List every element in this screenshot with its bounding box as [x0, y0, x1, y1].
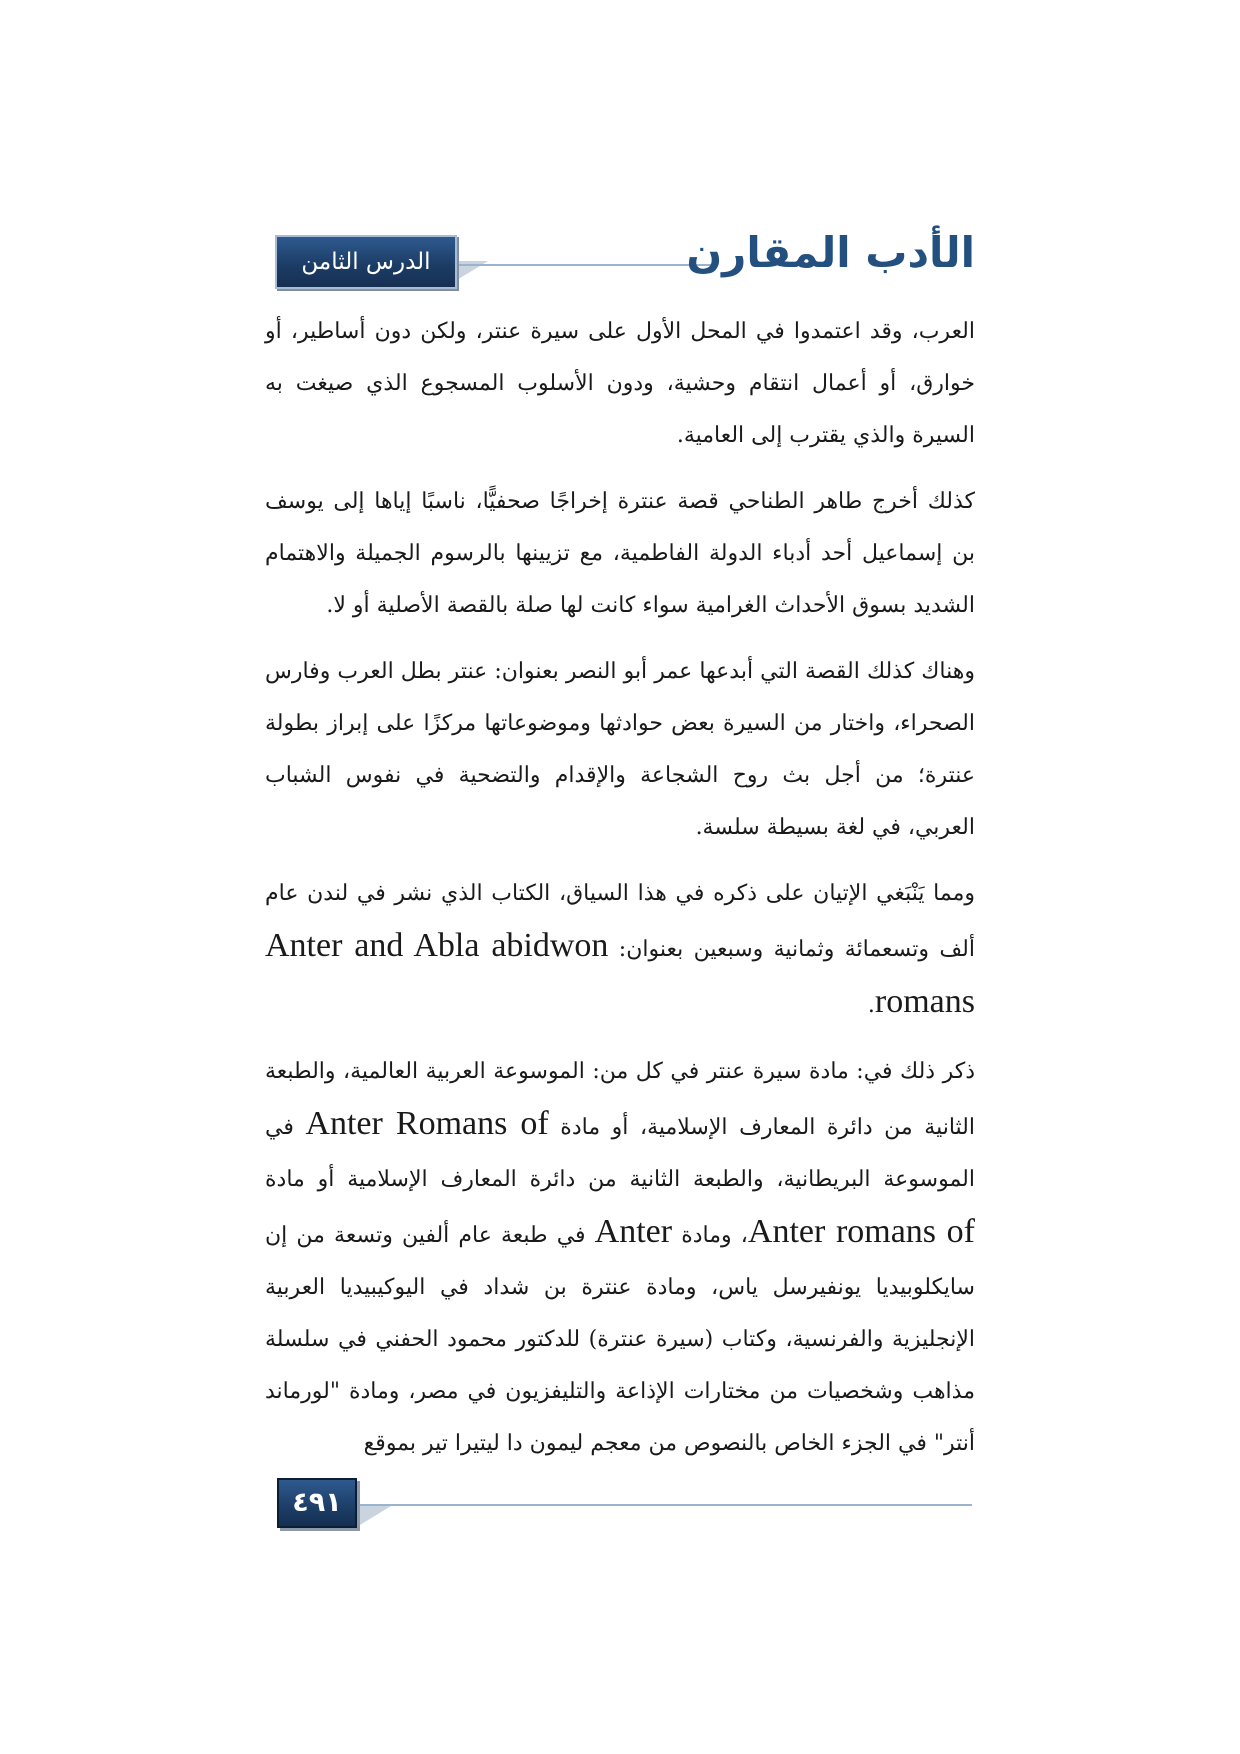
paragraph-5-text-3: ، ومادة: [672, 1223, 748, 1248]
paragraph-5-text-2: في الموسوعة البريطانية، والطبعة الثانية من دائرة المعارف الإسلامية أو مادة: [265, 1115, 975, 1192]
paragraph-5: [265, 1046, 975, 1470]
lesson-badge: الدرس الثامن عشر: [275, 235, 457, 289]
header-divider: [455, 264, 715, 266]
paragraph-4: [265, 868, 975, 1032]
footer-shade-decoration: [355, 1506, 391, 1528]
paragraph-5-text-1: ذكر ذلك في: مادة سيرة عنتر في كل من: الموسوعة العربية العالمية، والطبعة الثانية من دائرة المعارف الإسلامية، أو مادة: [265, 1059, 975, 1140]
footer-divider: [358, 1504, 972, 1506]
paragraph-5-text-4: في طبعة عام ألفين وتسعة من إن سايكلوبيديا يونفيرسل ياس، ومادة عنترة بن شداد في اليوكيبيديا العربية الإنجليزية والفرنسية، وكتاب (سيرة عنترة) للدكتور محمود الحفني في سلسلة مذاهب وشخصيات من مختارات الإذاعة والتليفزيون في مصر، ومادة "لورماند أنتر" في الجزء الخاص بالنصوص من معجم ليمون دا ليتيرا تير بموقع: [265, 1223, 975, 1456]
paragraph-4-end: .: [867, 993, 875, 1018]
english-term-2: Anter romans of: [747, 1213, 975, 1250]
paragraph-1: العرب، وقد اعتمدوا في المحل الأول على سيرة عنتر، ولكن دون أساطير، أو خوارق، أو أعمال انتقام وحشية، ودون الأسلوب المسجوع الذي صيغت به السيرة والذي يقترب إلى العامية.: [265, 319, 975, 448]
page-title: الأدب المقارن: [686, 228, 975, 277]
english-book-title: Anter and Abla abidwon romans: [265, 927, 975, 1020]
english-term-3: Anter: [594, 1213, 673, 1250]
body-text: [265, 306, 975, 1484]
english-term-1: Anter Romans of: [305, 1105, 549, 1142]
paragraph-3: وهناك كذلك القصة التي أبدعها عمر أبو النصر بعنوان: عنتر بطل العرب وفارس الصحراء، واختار من السيرة بعض حوادثها وموضوعاتها مركزًا على إبراز بطولة عنترة؛ من أجل بث روح الشجاعة والإقدام والتضحية في نفوس الشباب العربي، في لغة بسيطة سلسة.: [265, 659, 975, 840]
paragraph-4-text: ومما يَنْبَغي الإتيان على ذكره في هذا السياق، الكتاب الذي نشر في لندن عام ألف وتسعمائة وثمانية وسبعين بعنوان:: [265, 881, 975, 962]
page-number: ٤٩١: [277, 1478, 357, 1528]
paragraph-2: كذلك أخرج طاهر الطناحي قصة عنترة إخراجًا صحفيًّا، ناسبًا إياها إلى يوسف بن إسماعيل أحد أدباء الدولة الفاطمية، مع تزيينها بالرسوم الجميلة والاهتمام الشديد بسوق الأحداث الغرامية سواء كانت لها صلة بالقصة الأصلية أو لا.: [265, 489, 975, 618]
